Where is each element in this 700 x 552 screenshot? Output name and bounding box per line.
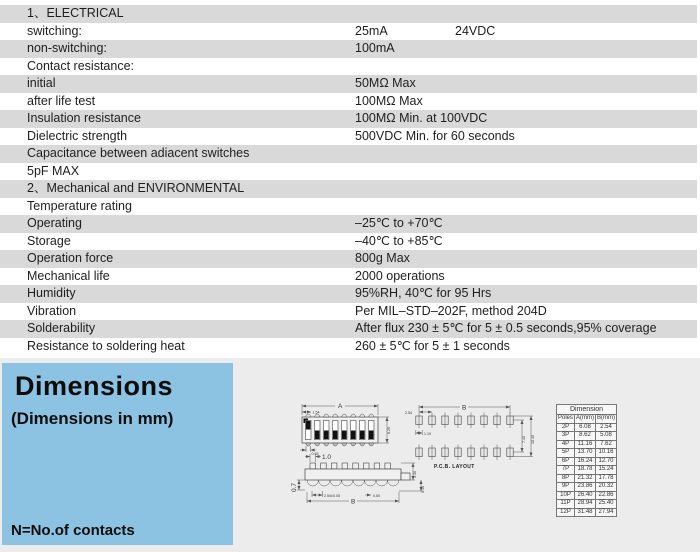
spec-value: 2000 operations [355,268,445,283]
a-mm-cell: 31.48 [575,508,596,517]
bottom-pin [342,443,347,446]
spec-row [0,285,697,303]
spec-row [0,268,697,286]
poles-cell: 4P [557,440,575,449]
poles-cell: 9P [557,483,575,492]
spec-label: Mechanical life [27,268,110,283]
actuator-bump [331,463,337,469]
bottom-pin [315,443,320,446]
dim-b-pcb-label: B [462,404,467,412]
spec-value: 500VDC Min. for 60 seconds [355,128,515,143]
spec-value: 260 ± 5℃ for 5 ± 1 seconds [355,338,510,353]
a-mm-cell: 13.70 [575,449,596,458]
actuator-bump [310,463,316,469]
top-pin [369,414,374,417]
dimension-table-row [557,466,617,475]
spec-value: Per MIL–STD–202F, method 204D [355,303,547,318]
bottom-pin [324,443,329,446]
top-pin [333,414,338,417]
dim-pinwidth2-label: 0.50 [373,493,380,498]
spec-row [0,93,697,111]
dim-b-side-label: B [351,498,356,506]
pcb-layout-drawing [404,402,549,477]
dimensions-title: Dimensions [15,371,174,401]
poles-cell: 5P [557,449,575,458]
spec-row [0,40,697,58]
bottom-pin [306,443,311,446]
spec-label: Dielectric strength [27,128,128,143]
b-mm-cell: 10.16 [596,449,617,458]
switch-actuator [360,431,365,440]
spec-value-2: 24VDC [455,23,496,38]
spec-label: Storage [27,233,71,248]
actuator-bump [385,463,391,469]
dim-rowspan-label: 7.40 [522,436,526,443]
spec-row [0,145,697,163]
spec-label: Humidity [27,286,76,300]
b-mm-cell: 5.08 [596,432,617,441]
spec-label: after life test [27,93,96,108]
dimension-table-row [557,508,617,517]
b-mm-cell: 7.62 [596,440,617,449]
actuator-bump [342,463,348,469]
contacts-note: N=No.of contacts [11,522,135,539]
top-pin [351,414,356,417]
switch-actuator [351,431,356,440]
col-header-b: B(mm) [597,415,616,421]
actuator-bump [374,463,380,469]
spec-row [0,23,697,41]
dimension-table-header-row [557,415,617,424]
switch-actuator [369,431,374,440]
dim-pitch-label: 1.54 [312,410,320,415]
dimension-table-title: Dimension [557,405,617,415]
a-mm-cell: 11.16 [575,440,596,449]
spec-value: –40℃ to +85℃ [355,233,443,248]
spec-label: Solderability [27,321,96,335]
a-mm-cell: 26.40 [575,491,596,500]
dimension-table-row [557,474,617,483]
bottom-pin [351,443,356,446]
actuator-bump [364,463,370,469]
top-pin [324,414,329,417]
dimension-table-row [557,457,617,466]
spec-row [0,75,697,93]
spec-value: 100MΩ Min. at 100VDC [355,111,488,125]
dimension-table [556,404,617,517]
spec-label: 2、Mechanical and ENVIRONMENTAL [27,181,245,195]
dim-outerspan-label: 10.40 [531,435,535,444]
spec-row [0,338,697,356]
spec-label: Contact resistance: [27,58,134,73]
poles-cell: 11P [557,500,575,509]
poles-cell: 2P [557,423,575,432]
poles-cell: 6P [557,457,575,466]
switch-actuator [342,431,347,440]
dimension-table-row [557,500,617,509]
spec-label: Vibration [27,303,77,318]
dimension-table-row [557,491,617,500]
b-mm-cell: 2.54 [596,423,617,432]
spec-value: 100MΩ Max [355,93,423,108]
switch-actuator [324,431,329,440]
b-mm-cell: 20.32 [596,483,617,492]
switch-actuator [315,431,320,440]
spec-label: Operating [27,216,82,230]
top-pin [306,414,311,417]
dim-a-label: A [338,403,343,411]
dimensions-section [0,358,700,552]
dimension-table-row [557,423,617,432]
dim-standoff-label: 0.15 [421,486,425,493]
spec-row [0,320,697,338]
spec-section-row [0,180,697,198]
bottom-pin [360,443,365,446]
spec-row [0,233,697,251]
a-mm-cell: 6.08 [575,423,596,432]
dimension-table-row [557,483,617,492]
b-mm-cell: 12.70 [596,457,617,466]
poles-cell: 12P [557,508,575,517]
switch-actuator [306,421,311,430]
spec-value: 100mA [355,41,395,55]
spec-label: 1、ELECTRICAL [27,6,124,20]
actuator-bump [353,463,359,469]
dim-hole-label: 1.19 [424,432,431,436]
spec-row [0,215,697,233]
spec-label: switching: [27,23,82,38]
dim-pinthick-label: 0.7 [291,482,298,492]
spec-row [0,303,697,321]
top-pin [360,414,365,417]
spec-table [0,5,700,355]
dim-pitch-pcb-label: 2.54 [405,411,412,415]
spec-row [0,198,697,216]
poles-cell: 7P [557,466,575,475]
dim-pinwidth-label: 0.55 [311,452,319,456]
b-mm-cell: 25.40 [596,500,617,509]
a-mm-cell: 18.78 [575,466,596,475]
dimensions-panel [2,363,233,545]
a-mm-cell: 8.62 [575,432,596,441]
spec-row [0,250,697,268]
spec-label: Operation force [27,251,114,265]
spec-value: 95%RH, 40℃ for 95 Hrs [355,286,492,300]
top-pin [342,414,347,417]
spec-label: Insulation resistance [27,111,141,125]
spec-value: 50MΩ Max [355,76,416,90]
spec-value: After flux 230 ± 5℃ for 5 ± 0.5 seconds,95% coverage [355,321,657,335]
spec-value: 800g Max [355,251,410,265]
dimension-table-row [557,449,617,458]
poles-cell: 8P [557,474,575,483]
dim-height-label: 3.30 [413,471,417,478]
poles-cell: 3P [557,432,575,441]
dimension-table-row [557,432,617,441]
spec-row [0,58,697,76]
b-mm-cell: 27.94 [596,508,617,517]
col-header-poles: Poles [558,415,574,421]
pcb-layout-caption: P.C.B. LAYOUT [434,464,475,470]
dim-bodyheight-label: 6.20 [387,427,391,434]
spec-label: Temperature rating [27,198,132,213]
a-mm-cell: 23.86 [575,483,596,492]
spec-label: 5pF MAX [27,163,80,178]
spec-row [0,128,697,146]
spec-value: 25mA [355,23,388,38]
pin-legs [307,480,399,486]
b-mm-cell: 17.78 [596,474,617,483]
dimension-table-row [557,440,617,449]
bottom-pin [369,443,374,446]
spec-label: Capacitance between adiacent switches [27,146,250,160]
col-header-a: A(mm) [576,415,595,421]
dimension-table-title-row [557,405,617,415]
dim-pitch2-label: 2.54±0.05 [324,493,340,498]
poles-cell: 10P [557,491,575,500]
a-mm-cell: 28.94 [575,500,596,509]
bottom-pin [333,443,338,446]
spec-label: non-switching: [27,41,107,55]
actuator-bump [321,463,327,469]
a-mm-cell: 21.32 [575,474,596,483]
dim-actuator-label: 1.0 [322,454,332,461]
spec-label: initial [27,76,56,90]
switch-actuator [333,431,338,440]
spec-label: Resistance to soldering heat [27,338,185,353]
spec-value: –25℃ to +70℃ [355,216,443,230]
spec-section-row [0,5,697,23]
spec-row [0,110,697,128]
dimensions-subtitle: (Dimensions in mm) [11,409,174,428]
spec-row [0,163,697,181]
b-mm-cell: 22.86 [596,491,617,500]
b-mm-cell: 15.24 [596,466,617,475]
a-mm-cell: 16.24 [575,457,596,466]
